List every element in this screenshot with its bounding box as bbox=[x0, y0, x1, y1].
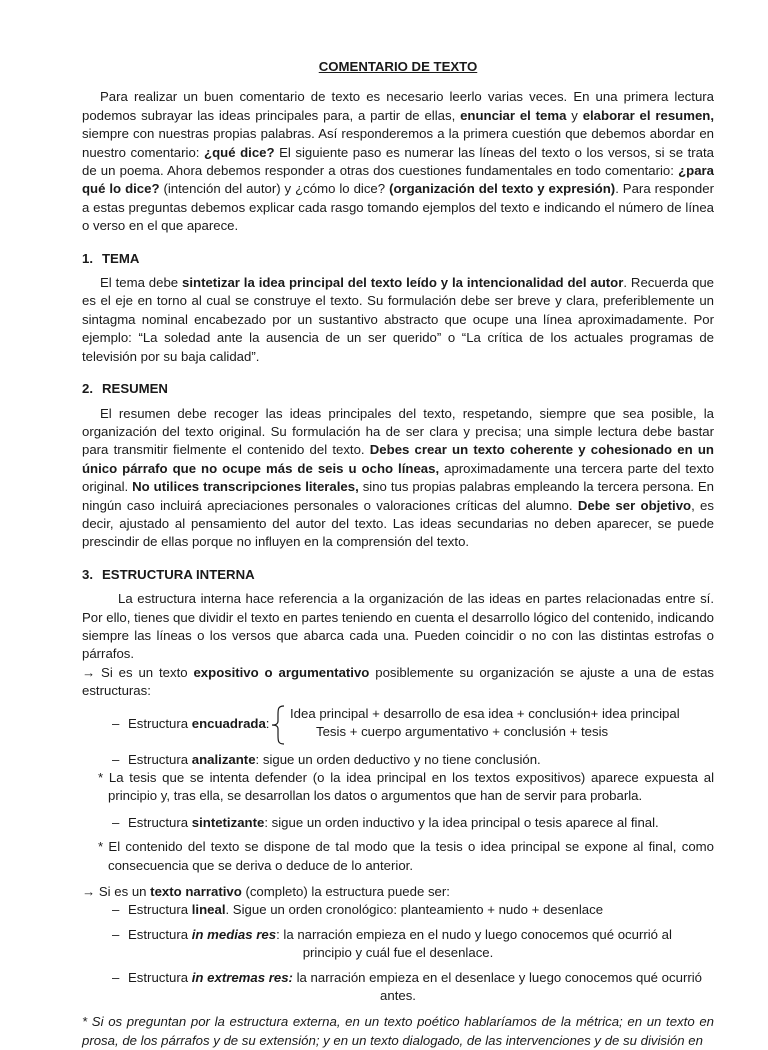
resumen-text: aproximadamente una tercera parte del texto original. bbox=[82, 460, 714, 495]
encuadrada-text: Estructura bbox=[128, 715, 192, 731]
tema-paragraph bbox=[82, 274, 714, 366]
intro-bold: ¿qué dice? bbox=[204, 144, 275, 160]
intro-text: Para realizar un buen comentario de texto es necesario leerlo varias veces. En una primera lectura podemos subrayar las ideas principales para, a partir de ellas, bbox=[82, 89, 714, 123]
list-dash: – bbox=[112, 926, 120, 942]
intro-paragraph bbox=[82, 88, 714, 235]
narrativo-text: → Si es un bbox=[82, 884, 151, 900]
section-number: 2. bbox=[82, 381, 93, 397]
section-title: RESUMEN bbox=[102, 381, 168, 397]
intro-text: siempre con nuestras propias palabras. Así responderemos a la primera cuestión que debemos abordar en nuestro comentario: bbox=[82, 126, 714, 160]
curly-brace-icon bbox=[270, 705, 286, 745]
medias-res-bold: in medias res bbox=[191, 926, 277, 942]
intro-bold: ¿para qué lo dice? bbox=[82, 163, 714, 197]
sintetizante-text: : sigue un orden inductivo y la idea principal o tesis aparece al final. bbox=[264, 814, 659, 830]
intro-text: El siguiente paso es numerar las líneas del texto o los versos, si se trata de un poema. Ahora debemos responder a otras dos cuestiones fundamentales en todo comentario: bbox=[82, 144, 714, 179]
intro-text: (intención del autor) y ¿cómo lo dice? bbox=[159, 181, 390, 197]
section-number: 3. bbox=[82, 566, 93, 582]
list-dash: – bbox=[112, 715, 120, 731]
encuadrada-line-2: Tesis + cuerpo argumentativo + conclusión + tesis bbox=[316, 723, 609, 739]
extremas-res-continuation: antes. bbox=[380, 988, 416, 1004]
estructura-sintetizante bbox=[82, 814, 714, 832]
extremas-res-text: la narración empieza en el desenlace y luego conocemos qué ocurrió bbox=[292, 969, 702, 985]
medias-res-continuation: principio y cuál fue el desenlace. bbox=[302, 945, 494, 961]
analizante-note: * La tesis que se intenta defender (o la idea principal en los textos expositivos) aparece expuesta al principio y, tras ella, se desarrollan los datos o argumentos que han de servir para probarla. bbox=[98, 770, 714, 804]
resumen-bold: Debes crear un texto coherente y cohesionado en un único párrafo que no ocupe más de seis u ocho líneas, bbox=[82, 442, 714, 476]
estructura-lineal bbox=[82, 901, 714, 919]
extremas-res-bold: in extremas res: bbox=[191, 969, 293, 985]
intro-bold: (organización del texto y expresión) bbox=[389, 181, 616, 197]
resumen-text: sino tus propias palabras empleando la tercera persona. En ningún caso incluirá apreciaciones personales o valoraciones críticas del alumno. bbox=[82, 479, 714, 513]
encuadrada-bold: encuadrada bbox=[191, 715, 266, 731]
expositivo-text: posiblemente su organización se ajuste a una de estas estructuras: bbox=[82, 664, 714, 699]
tema-bold: sintetizar la idea principal del texto leído y la intencionalidad del autor bbox=[182, 275, 624, 291]
section-heading-tema bbox=[82, 250, 714, 268]
resumen-text: , es decir, ajustado al pensamiento del autor del texto. Las ideas secundarias no deben aparecer, se puede prescindir de ellas porque no influyen en la comprensión del texto. bbox=[82, 497, 714, 550]
document-page bbox=[82, 58, 714, 1050]
tema-text: El tema debe bbox=[100, 275, 183, 291]
estructura-in-extremas-res bbox=[82, 969, 714, 987]
medias-res-text: : la narración empieza en el nudo y luego conocemos qué ocurrió al bbox=[276, 926, 672, 942]
intro-text: . Para responder a estas preguntas debemos explicar cada rasgo tomando ejemplos del texto e indicando el número de línea o verso en el que aparece. bbox=[82, 181, 714, 234]
expositivo-bold: expositivo o argumentativo bbox=[193, 664, 370, 680]
estructura-encuadrada bbox=[82, 705, 714, 745]
resumen-paragraph bbox=[82, 405, 714, 552]
list-dash: – bbox=[112, 814, 120, 830]
expositivo-text: → Si es un texto bbox=[82, 664, 194, 680]
narrativo-bold: texto narrativo bbox=[150, 884, 242, 900]
resumen-bold: No utilices transcripciones literales, bbox=[132, 479, 359, 495]
analizante-text: : sigue un orden deductivo y no tiene conclusión. bbox=[255, 751, 541, 767]
document-title: COMENTARIO DE TEXTO bbox=[318, 59, 478, 74]
section-number: 1. bbox=[82, 250, 93, 266]
medias-res-text: Estructura bbox=[128, 926, 192, 942]
encuadrada-line-1: Idea principal + desarrollo de esa idea + conclusión+ idea principal bbox=[290, 705, 680, 721]
section-heading-estructura bbox=[82, 566, 714, 584]
narrativo-text: (completo) la estructura puede ser: bbox=[241, 884, 450, 900]
encuadrada-colon: : bbox=[265, 715, 270, 731]
section-title: ESTRUCTURA INTERNA bbox=[102, 566, 255, 582]
tema-text: . Recuerda que es el eje en torno al cual se construye el texto. Su formulación debe ser breve y clara, preferiblemente un sintagma nominal encabezado por un sustantivo abstracto que ocupe una línea aproximadamente. Por ejemplo: “La soledad ante la ausencia de un ser querido” o “La crítica de los actuales programas de televisión por su baja calidad”. bbox=[82, 275, 714, 364]
estructura-paragraph: La estructura interna hace referencia a la organización de las ideas en partes relacionadas entre sí. Por ello, tienes que dividir el texto en partes teniendo en cuenta el desarrollo lógico del contenido, indicando siempre las líneas o los versos que abarca cada una. Pueden coincidir o no con las distintas estrofas o párrafos. bbox=[82, 591, 714, 662]
lineal-bold: lineal bbox=[191, 902, 226, 918]
extremas-res-text: Estructura bbox=[128, 969, 192, 985]
analizante-bold: analizante bbox=[191, 751, 256, 767]
intro-bold: elaborar el resumen, bbox=[582, 107, 714, 123]
footnote-estructura-externa: * Si os preguntan por la estructura externa, en un texto poético hablaríamos de la métrica; en un texto en prosa, de los párrafos y de su extensión; y en un texto dialogado, de las intervenciones y de su división en bbox=[82, 1014, 714, 1048]
section-heading-resumen bbox=[82, 380, 714, 398]
section-title: TEMA bbox=[102, 250, 140, 266]
lineal-text: . Sigue un orden cronológico: planteamiento + nudo + desenlace bbox=[225, 902, 604, 918]
expositivo-intro bbox=[82, 664, 714, 701]
sintetizante-note: * El contenido del texto se dispone de tal modo que la tesis o idea principal se expone al final, como consecuencia que se deriva o deduce de lo anterior. bbox=[98, 839, 714, 873]
estructura-in-medias-res bbox=[82, 926, 714, 944]
encuadrada-label bbox=[128, 715, 269, 733]
list-dash: – bbox=[112, 902, 120, 918]
estructura-analizante bbox=[82, 751, 714, 769]
intro-bold: enunciar el tema bbox=[460, 107, 567, 123]
narrativo-intro bbox=[82, 883, 714, 901]
list-dash: – bbox=[112, 969, 120, 985]
list-dash: – bbox=[112, 751, 120, 767]
sintetizante-text: Estructura bbox=[128, 814, 192, 830]
lineal-text: Estructura bbox=[128, 902, 192, 918]
resumen-text: El resumen debe recoger las ideas principales del texto, respetando, siempre que sea posible, la organización del texto original. Su formulación ha de ser clara y precisa; una simple lectura debe bastar para transmitir fielmente el contenido del texto. bbox=[82, 405, 714, 458]
intro-text: y bbox=[566, 107, 583, 123]
resumen-bold: Debe ser objetivo bbox=[577, 497, 692, 513]
analizante-text: Estructura bbox=[128, 751, 192, 767]
sintetizante-bold: sintetizante bbox=[191, 814, 265, 830]
